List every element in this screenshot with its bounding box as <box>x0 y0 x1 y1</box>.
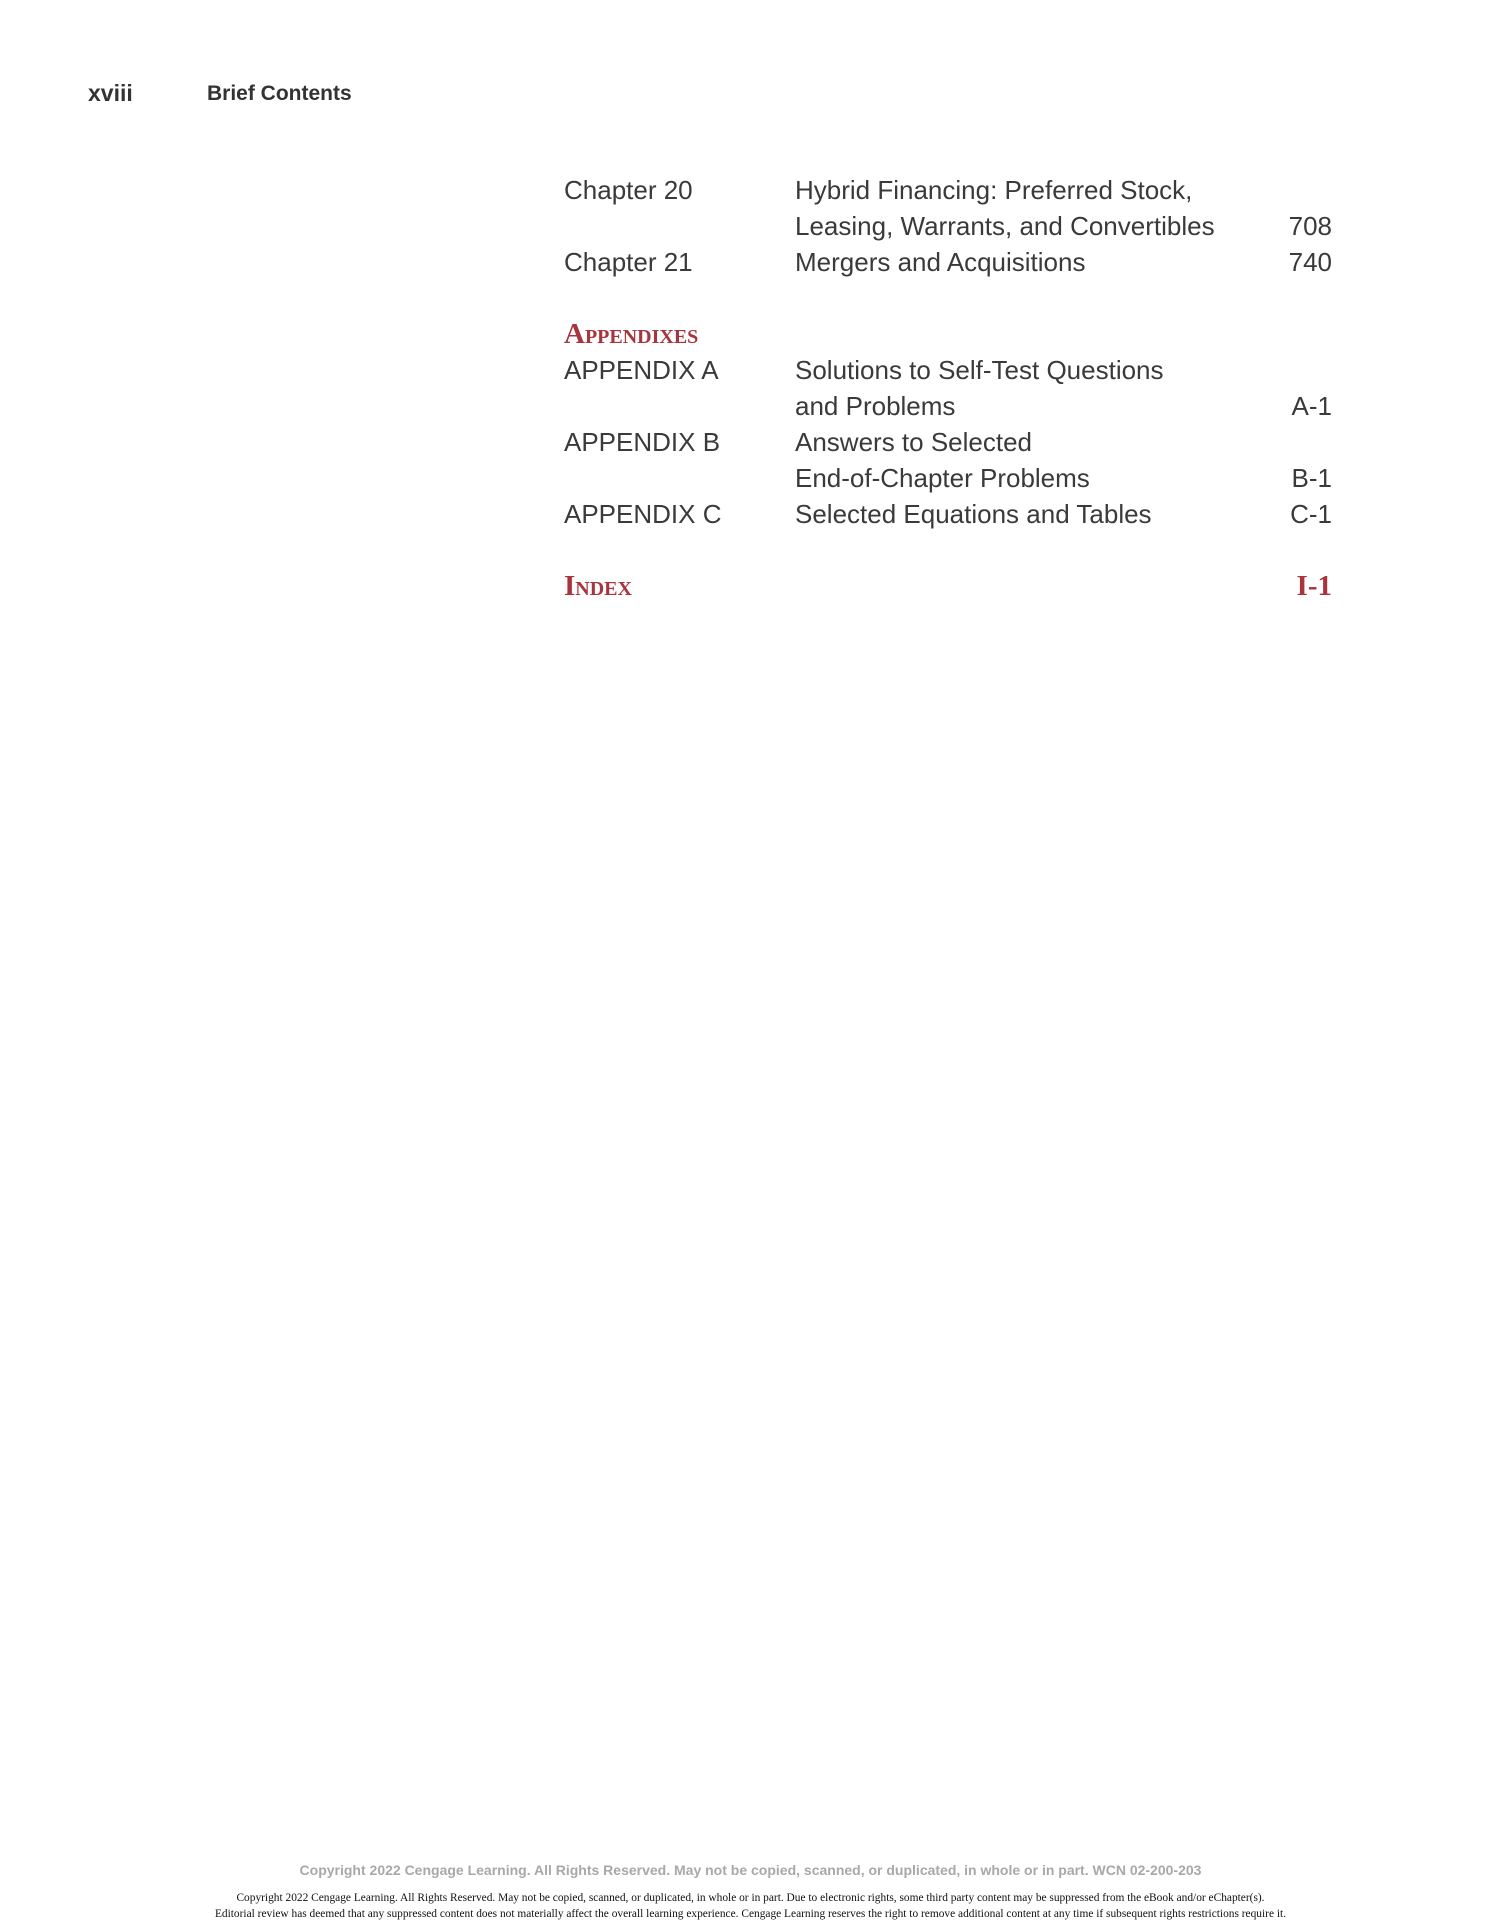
appendixes-heading: Appendixes <box>564 318 699 350</box>
toc-row-chapter-20 <box>564 172 1332 244</box>
copyright-notice-line: Editorial review has deemed that any suppressed content does not materially affect the overall learning experience. Cengage Learning reserves the right to remove additional content at any time if subsequent rights restrictions require it. <box>214 1908 1287 1920</box>
toc-entry-title <box>795 244 1265 280</box>
toc-page-number: A-1 <box>1291 391 1332 421</box>
toc-row-chapter-21 <box>564 244 1332 280</box>
toc-entry-line: Mergers and Acquisitions <box>795 247 1086 277</box>
toc-row-appendix-c <box>564 496 1332 532</box>
toc-entry-line: and Problems <box>795 391 956 421</box>
toc-row-appendix-b <box>564 424 1332 496</box>
toc-entry-title <box>795 424 1265 496</box>
toc-entry-line: End-of-Chapter Problems <box>795 463 1090 493</box>
toc-row-index <box>564 568 1332 604</box>
toc-row-appendix-a <box>564 352 1332 424</box>
page-folio: xviii <box>88 80 133 106</box>
index-page-number: I-1 <box>1296 570 1332 602</box>
toc-page-number: B-1 <box>1291 463 1332 493</box>
copyright-notice <box>0 1890 1501 1922</box>
toc-page-number: C-1 <box>1290 499 1332 529</box>
toc-entry-line: Selected Equations and Tables <box>795 499 1152 529</box>
index-heading: Index <box>564 570 632 602</box>
toc-label: Chapter 21 <box>564 247 693 277</box>
copyright-notice-watermark: Copyright 2022 Cengage Learning. All Rights Reserved. May not be copied, scanned, or duplicated, in whole or in part. WCN 02-200-203 <box>299 1862 1202 1878</box>
toc-label: APPENDIX C <box>564 499 722 529</box>
toc-label: APPENDIX A <box>564 355 719 385</box>
toc-page-number: 708 <box>1288 211 1332 241</box>
toc-label: Chapter 20 <box>564 175 693 205</box>
toc-entry-title <box>795 352 1265 424</box>
toc-label: APPENDIX B <box>564 427 721 457</box>
toc-page-number: 740 <box>1288 247 1332 277</box>
toc-entry-title <box>795 172 1265 244</box>
toc-entry-line: Hybrid Financing: Preferred Stock, <box>795 175 1193 205</box>
running-head-title: Brief Contents <box>207 82 352 105</box>
toc-entry-line: Solutions to Self-Test Questions <box>795 355 1164 385</box>
toc-entry-line: Leasing, Warrants, and Convertibles <box>795 211 1215 241</box>
toc-entry-title <box>795 496 1265 532</box>
table-of-contents <box>564 172 1332 604</box>
copyright-notice-line: Copyright 2022 Cengage Learning. All Rights Reserved. May not be copied, scanned, or duplicated, in whole or in part. Due to electronic rights, some third party content may be suppressed from the eBook and/or eChapter(s). <box>236 1892 1265 1904</box>
toc-entry-line: Answers to Selected <box>795 427 1033 457</box>
